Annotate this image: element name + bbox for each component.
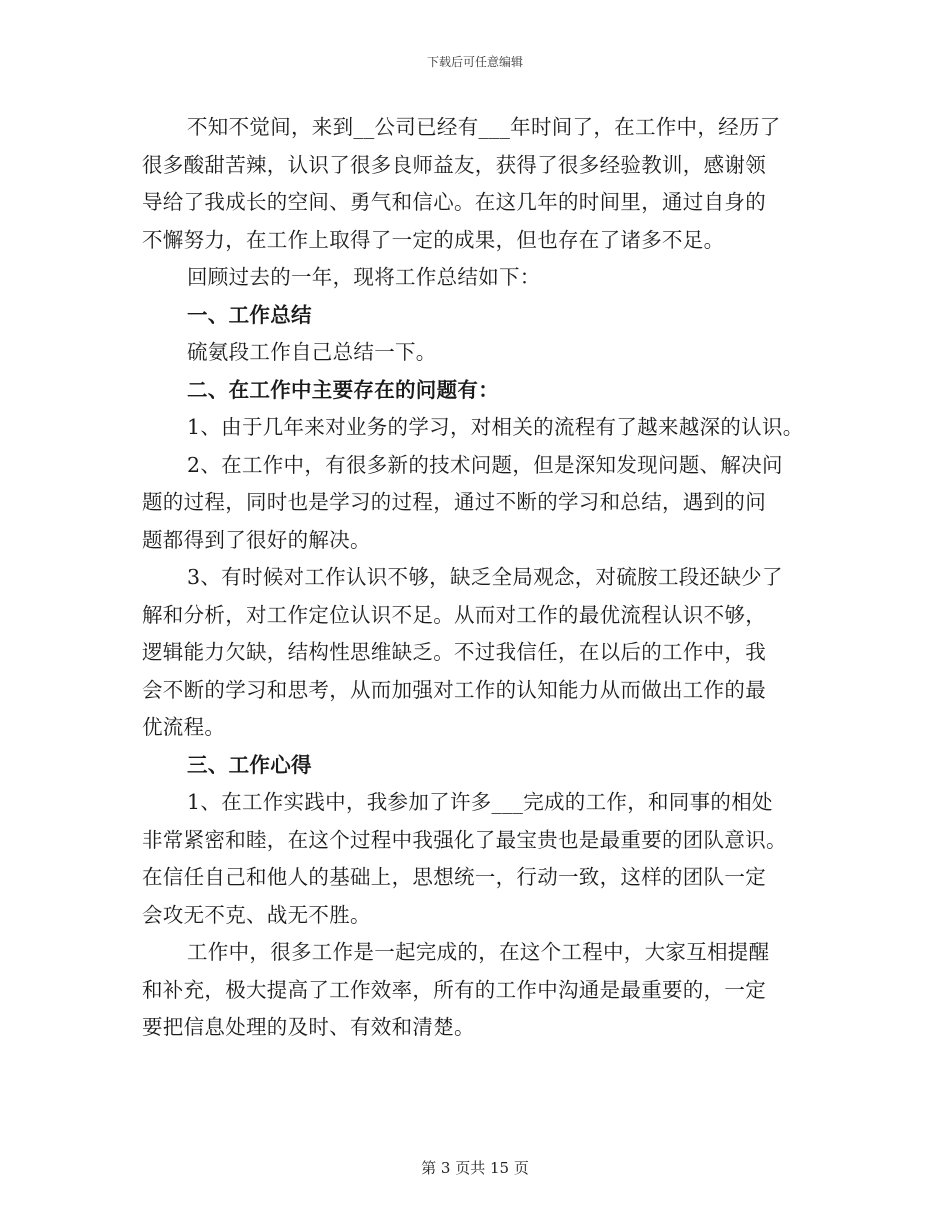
paragraph-line: 不懈努力，在工作上取得了一定的成果，但也存在了诸多不足。 [142,227,725,252]
paragraph-line: 和补充，极大提高了工作效率，所有的工作中沟通是最重要的，一定 [142,977,766,1002]
paragraph-line: 在信任自己和他人的基础上，思想统一，行动一致，这样的团队一定 [142,865,766,889]
paragraph-line: 非常紧密和睦，在这个过程中我强化了最宝贵也是最重要的团队意识。 [142,827,787,852]
paragraph-line: 很多酸甜苦辣，认识了很多良师益友，获得了很多经验教训，感谢领 [142,152,766,177]
paragraph-line: 题的过程，同时也是学习的过程，通过不断的学习和总结，遇到的问 [142,490,766,514]
paragraph-line: 1、在工作实践中，我参加了许多___完成的工作，和同事的相处 [187,790,773,814]
paragraph-line: 导给了我成长的空间、勇气和信心。在这几年的时间里，通过自身的 [142,190,766,214]
paragraph-line: 硫氨段工作自己总结一下。 [187,340,437,364]
paragraph-line: 解和分析，对工作定位认识不足。从而对工作的最优流程认识不够， [142,602,766,627]
document-body [142,109,832,1047]
paragraph-line: 逻辑能力欠缺，结构性思维缺乏。不过我信任，在以后的工作中，我 [142,640,766,664]
paragraph-line: 题都得到了很好的解决。 [142,527,371,552]
paragraph-line: 1、由于几年来对业务的学习，对相关的流程有了越来越深的认识。 [187,415,804,439]
paragraph-line: 2、在工作中，有很多新的技术问题，但是深知发现问题、解决问 [187,452,783,477]
paragraph-line: 不知不觉间，来到__公司已经有___年时间了，在工作中，经历了 [187,115,781,139]
page-footer: 第 3 页共 15 页 [421,1159,529,1177]
paragraph-line: 要把信息处理的及时、有效和清楚。 [142,1015,475,1039]
section-heading: 二、在工作中主要存在的问题有： [187,377,499,402]
section-heading: 三、工作心得 [187,752,312,777]
paragraph-line: 会不断的学习和思考，从而加强对工作的认知能力从而做出工作的最 [142,677,766,702]
paragraph-line: 3、有时候对工作认识不够，缺乏全局观念，对硫胺工段还缺少了 [187,565,783,589]
paragraph-line: 工作中，很多工作是一起完成的，在这个工程中，大家互相提醒 [187,940,770,964]
page-header: 下载后可任意编辑 [426,55,523,69]
section-heading: 一、工作总结 [187,302,312,327]
paragraph-line: 回顾过去的一年，现将工作总结如下： [187,265,541,289]
paragraph-line: 会攻无不克、战无不胜。 [142,902,371,927]
paragraph-line: 优流程。 [142,715,226,739]
